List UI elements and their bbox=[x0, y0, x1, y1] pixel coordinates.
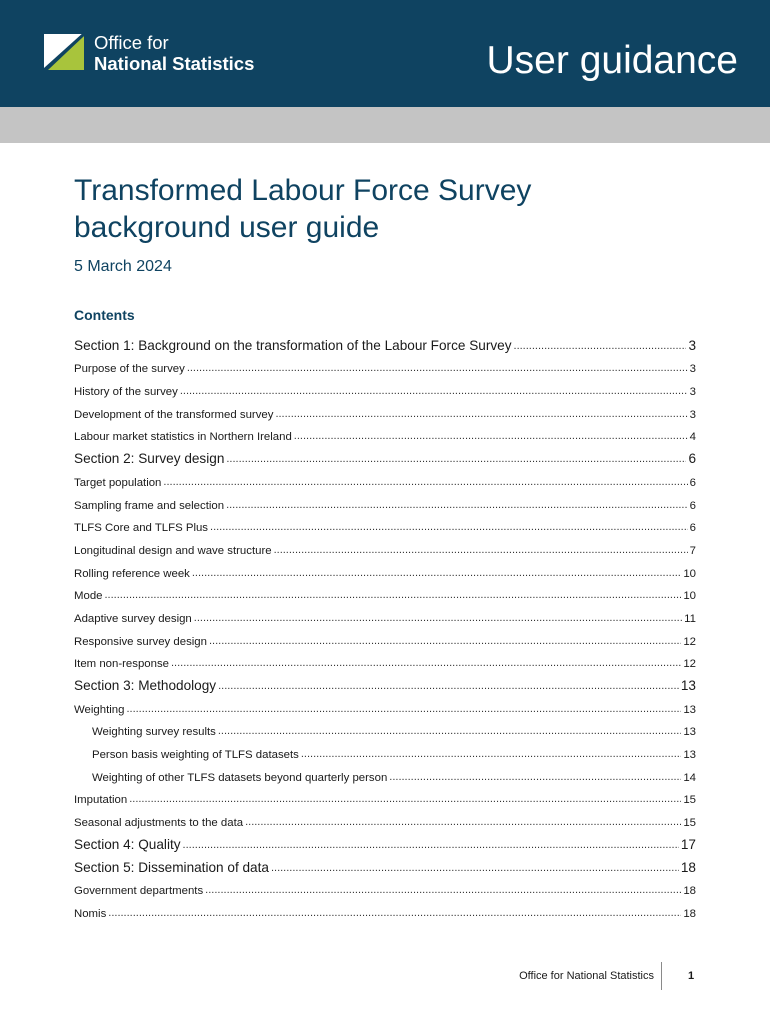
ons-logo-icon bbox=[42, 32, 86, 72]
document-title: Transformed Labour Force Survey background user guide bbox=[74, 174, 532, 244]
toc-entry-label: Weighting survey results bbox=[92, 726, 216, 739]
toc-entry[interactable] bbox=[74, 535, 696, 558]
toc-entry-label: Section 3: Methodology bbox=[74, 678, 217, 693]
toc-entry-label: Government departments bbox=[74, 885, 204, 898]
toc-page-number: 12 bbox=[683, 658, 696, 671]
toc-leader-dots bbox=[226, 500, 688, 513]
toc-leader-dots bbox=[194, 613, 682, 626]
toc-entry[interactable] bbox=[74, 807, 696, 830]
toc-page-number: 15 bbox=[683, 817, 696, 830]
toc-entry[interactable] bbox=[74, 354, 696, 377]
toc-entry[interactable] bbox=[74, 876, 696, 899]
toc-leader-dots bbox=[226, 454, 686, 467]
toc-leader-dots bbox=[275, 409, 687, 422]
toc-entry[interactable] bbox=[74, 490, 696, 513]
toc-entry[interactable] bbox=[74, 399, 696, 422]
toc-entry-label: Nomis bbox=[74, 907, 107, 920]
toc-page-number: 6 bbox=[688, 451, 696, 467]
toc-entry[interactable] bbox=[74, 717, 696, 740]
toc-page-number: 3 bbox=[689, 408, 696, 421]
toc-entry-label: Mode bbox=[74, 590, 103, 603]
toc-page-number: 15 bbox=[683, 794, 696, 807]
toc-entry[interactable] bbox=[74, 581, 696, 604]
toc-leader-dots bbox=[183, 840, 679, 853]
toc-leader-dots bbox=[105, 590, 682, 603]
toc-section-entry[interactable] bbox=[74, 331, 696, 354]
toc-leader-dots bbox=[192, 568, 681, 581]
toc-entry[interactable] bbox=[74, 785, 696, 808]
toc-entry-label: Section 4: Quality bbox=[74, 836, 181, 852]
logo-line-1: Office for bbox=[94, 32, 169, 53]
table-of-contents bbox=[74, 331, 696, 921]
toc-leader-dots bbox=[187, 363, 688, 376]
footer-organisation: Office for National Statistics bbox=[519, 970, 654, 982]
toc-leader-dots bbox=[218, 726, 681, 739]
toc-page-number: 11 bbox=[684, 612, 696, 625]
toc-entry[interactable] bbox=[74, 422, 696, 445]
toc-leader-dots bbox=[205, 885, 681, 898]
toc-entry-label: Person basis weighting of TLFS datasets bbox=[92, 749, 299, 762]
toc-leader-dots bbox=[126, 704, 681, 717]
toc-page-number: 4 bbox=[689, 431, 696, 444]
toc-entry[interactable] bbox=[74, 376, 696, 399]
logo-wordmark bbox=[94, 32, 254, 74]
toc-leader-dots bbox=[514, 341, 687, 354]
toc-page-number: 18 bbox=[683, 907, 696, 920]
ons-logo[interactable] bbox=[42, 30, 272, 76]
toc-entry[interactable] bbox=[74, 898, 696, 921]
toc-section-entry[interactable] bbox=[74, 830, 696, 853]
toc-entry[interactable] bbox=[74, 739, 696, 762]
page-number: 1 bbox=[688, 970, 695, 982]
toc-section-entry[interactable] bbox=[74, 853, 696, 876]
toc-page-number: 7 bbox=[689, 544, 696, 557]
toc-page-number: 6 bbox=[689, 476, 696, 489]
contents-heading: Contents bbox=[74, 307, 135, 323]
toc-entry-label: Imputation bbox=[74, 794, 128, 807]
toc-entry-label: Adaptive survey design bbox=[74, 612, 192, 625]
toc-leader-dots bbox=[210, 522, 688, 535]
page-header bbox=[0, 0, 770, 107]
toc-entry[interactable] bbox=[74, 558, 696, 581]
toc-entry-label: Target population bbox=[74, 476, 162, 489]
toc-page-number: 10 bbox=[683, 567, 696, 580]
toc-entry-label: Labour market statistics in Northern Ireland bbox=[74, 431, 292, 444]
publication-date: 5 March 2024 bbox=[74, 258, 172, 275]
toc-entry[interactable] bbox=[74, 626, 696, 649]
toc-leader-dots bbox=[129, 794, 681, 807]
toc-page-number: 3 bbox=[688, 337, 696, 353]
toc-leader-dots bbox=[209, 636, 681, 649]
toc-entry-label: TLFS Core and TLFS Plus bbox=[74, 522, 209, 535]
toc-entry-label: Section 1: Background on the transformation of the Labour Force Survey bbox=[74, 337, 512, 353]
toc-page-number: 13 bbox=[683, 703, 696, 716]
toc-entry-label: Seasonal adjustments to the data bbox=[74, 817, 244, 830]
toc-entry-label: Longitudinal design and wave structure bbox=[74, 544, 272, 557]
toc-leader-dots bbox=[163, 477, 687, 490]
toc-leader-dots bbox=[218, 681, 679, 694]
toc-leader-dots bbox=[294, 431, 688, 444]
toc-page-number: 18 bbox=[680, 859, 696, 875]
toc-page-number: 17 bbox=[680, 836, 696, 852]
header-grey-band bbox=[0, 107, 770, 143]
document-type-label: User guidance bbox=[486, 39, 738, 82]
toc-leader-dots bbox=[271, 863, 679, 876]
toc-entry-label: Rolling reference week bbox=[74, 567, 190, 580]
toc-entry-label: History of the survey bbox=[74, 386, 178, 399]
toc-page-number: 14 bbox=[683, 771, 696, 784]
toc-entry[interactable] bbox=[74, 513, 696, 536]
toc-entry[interactable] bbox=[74, 762, 696, 785]
toc-entry-label: Development of the transformed survey bbox=[74, 408, 274, 421]
toc-page-number: 13 bbox=[683, 726, 696, 739]
toc-entry-label: Purpose of the survey bbox=[74, 363, 185, 376]
toc-entry[interactable] bbox=[74, 603, 696, 626]
toc-page-number: 3 bbox=[689, 363, 696, 376]
toc-page-number: 6 bbox=[689, 499, 696, 512]
toc-leader-dots bbox=[245, 817, 681, 830]
toc-leader-dots bbox=[171, 658, 681, 671]
toc-leader-dots bbox=[301, 749, 681, 762]
toc-entry[interactable] bbox=[74, 467, 696, 490]
toc-page-number: 18 bbox=[683, 885, 696, 898]
toc-entry-label: Section 2: Survey design bbox=[74, 451, 225, 467]
toc-page-number: 13 bbox=[683, 749, 696, 762]
logo-line-2: National Statistics bbox=[94, 53, 255, 74]
toc-section-entry[interactable] bbox=[74, 444, 696, 467]
toc-entry-label: Weighting bbox=[74, 703, 125, 716]
toc-page-number: 13 bbox=[680, 678, 696, 693]
toc-entry-label: Sampling frame and selection bbox=[74, 499, 225, 512]
toc-section-entry[interactable] bbox=[74, 671, 696, 694]
toc-leader-dots bbox=[274, 545, 688, 558]
toc-entry-label: Item non-response bbox=[74, 658, 169, 671]
footer-divider bbox=[661, 962, 662, 990]
toc-entry-label: Section 5: Dissemination of data bbox=[74, 859, 269, 875]
toc-page-number: 3 bbox=[689, 386, 696, 399]
toc-entry[interactable] bbox=[74, 694, 696, 717]
toc-page-number: 6 bbox=[689, 522, 696, 535]
toc-page-number: 12 bbox=[683, 635, 696, 648]
toc-entry-label: Responsive survey design bbox=[74, 635, 207, 648]
toc-entry[interactable] bbox=[74, 649, 696, 672]
toc-leader-dots bbox=[180, 386, 688, 399]
toc-page-number: 10 bbox=[683, 590, 696, 603]
toc-leader-dots bbox=[108, 908, 681, 921]
toc-leader-dots bbox=[389, 772, 681, 785]
toc-entry-label: Weighting of other TLFS datasets beyond quarterly person bbox=[92, 771, 388, 784]
